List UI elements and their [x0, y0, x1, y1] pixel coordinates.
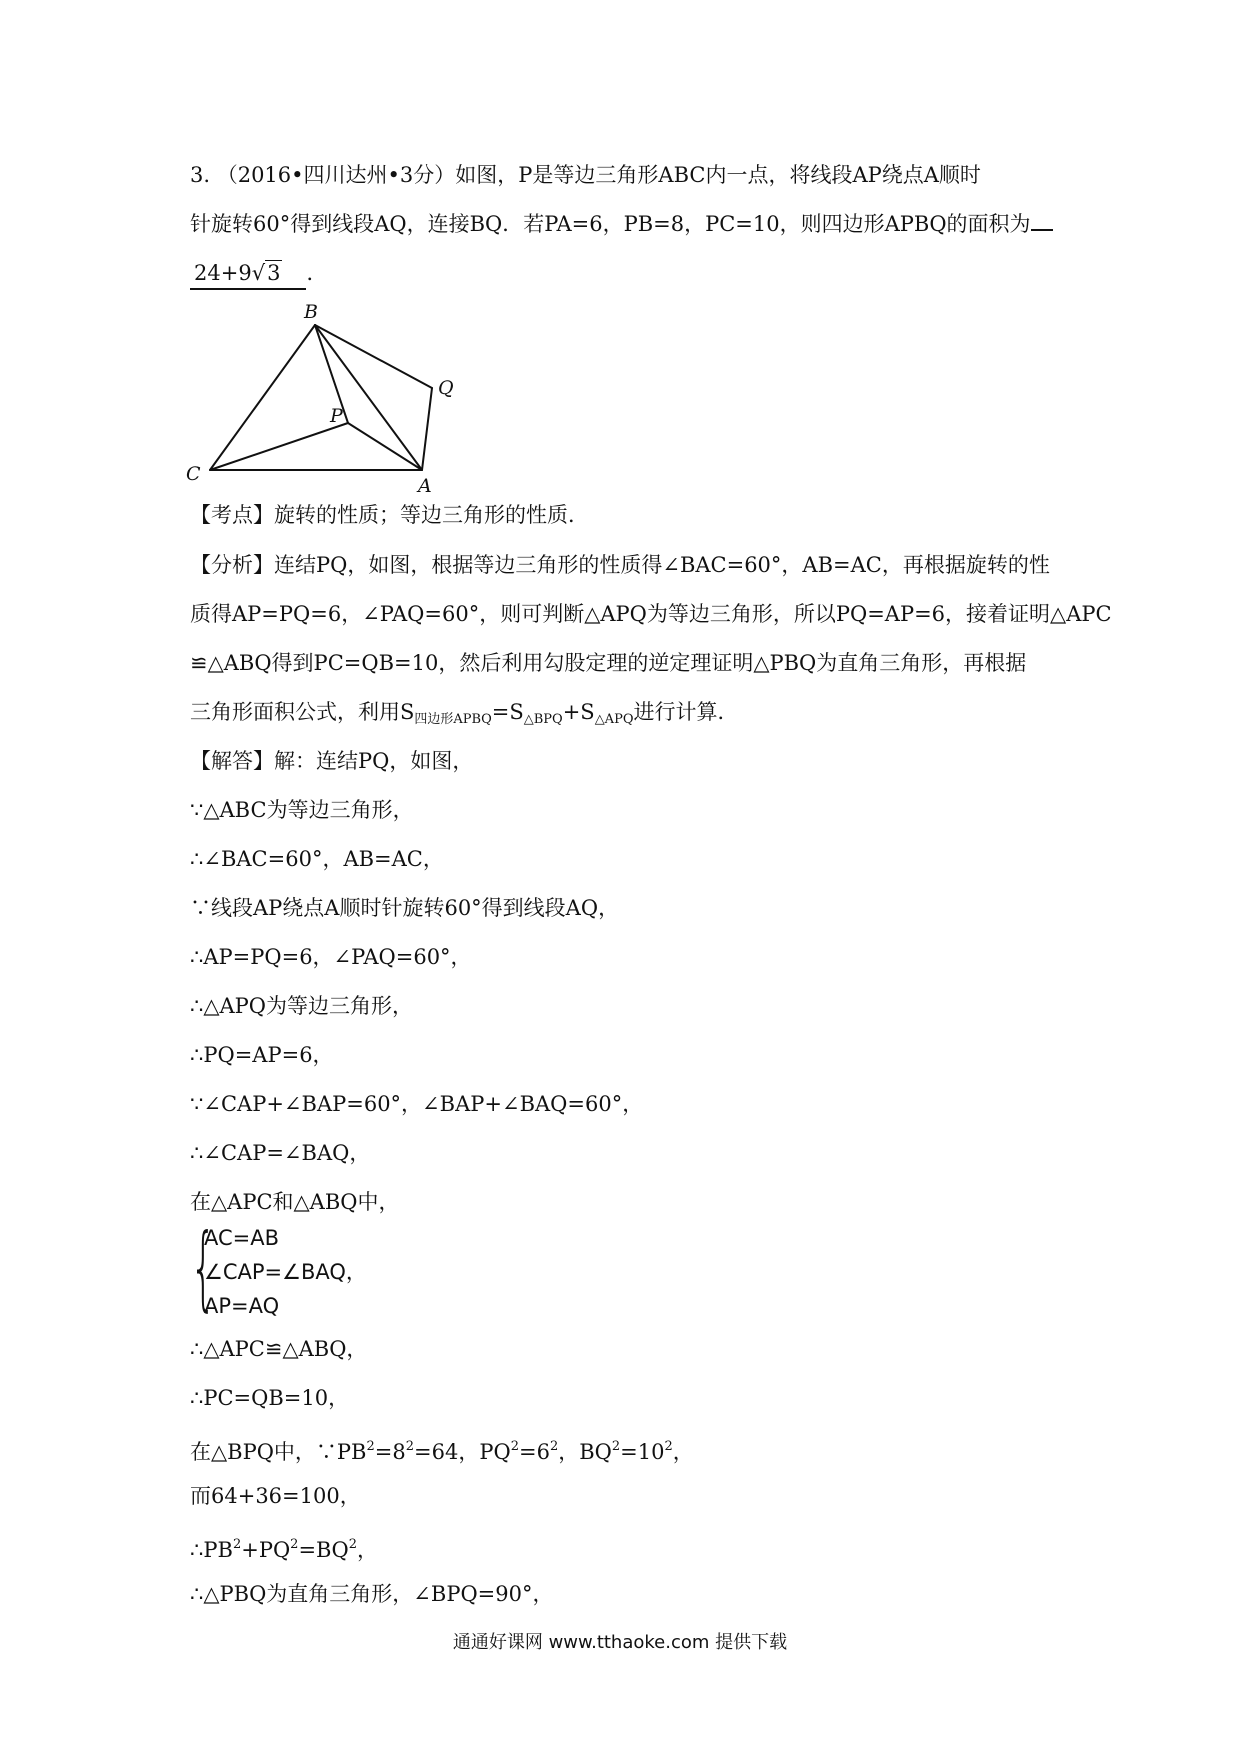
problem-line-1: 3. （2016•四川达州•3分）如图，P是等边三角形ABC内一点，将线段AP绕点A顺时 — [190, 163, 981, 187]
bpq-part: =10 — [620, 1440, 665, 1464]
geometry-figure — [180, 290, 480, 500]
pyth-sup: 2 — [232, 1537, 242, 1552]
sqrt-symbol: √3 — [251, 261, 281, 285]
bpq-sup: 2 — [611, 1439, 621, 1454]
solution-line: ∴AP=PQ=6，∠PAQ=60°， — [190, 945, 472, 969]
bpq-part: =64，PQ — [414, 1440, 511, 1464]
problem-line-2 — [190, 209, 1053, 239]
analysis-line-2: 质得AP=PQ=6，∠PAQ=60°，则可判断△APQ为等边三角形，所以PQ=AP=6，接着证明△APC — [190, 602, 1112, 626]
problem-line-2-text: 针旋转60°得到线段AQ，连接BQ．若PA=6，PB=8，PC=10，则四边形APBQ的面积为 — [190, 212, 1031, 236]
bpq-part: =8 — [374, 1440, 406, 1464]
label-C: C — [186, 463, 201, 485]
segment-CP — [210, 423, 348, 470]
solution-line: ∵∠CAP+∠BAP=60°，∠BAP+∠BAQ=60°， — [190, 1092, 644, 1116]
bpq-sup: 2 — [549, 1439, 559, 1454]
analysis-formula-eq: =S — [491, 700, 524, 724]
bpq-sup: 2 — [366, 1439, 375, 1454]
answer-end: ． — [306, 261, 328, 285]
pyth-part: ， — [356, 1538, 378, 1562]
solution-pyth-line — [190, 1530, 378, 1565]
analysis-sub-apq: △APQ — [594, 712, 634, 727]
solution-line: ∴∠BAC=60°，AB=AC， — [190, 847, 444, 871]
label-B: B — [304, 301, 318, 323]
bpq-part: ， — [672, 1440, 694, 1464]
segment-QA — [422, 388, 432, 470]
problem-answer-line — [190, 258, 327, 290]
bpq-part: =6 — [518, 1440, 550, 1464]
analysis-sub-apbq: 四边形APBQ — [414, 712, 492, 727]
analysis-formula-end: 进行计算． — [633, 700, 739, 724]
answer-blank-start — [1031, 209, 1053, 231]
bpq-sup: 2 — [510, 1439, 519, 1454]
system-row: AP=AQ — [204, 1294, 280, 1318]
segment-BC — [210, 325, 315, 470]
analysis-formula-s: 三角形面积公式，利用S — [190, 700, 415, 724]
solution-line: ∴△APQ为等边三角形， — [190, 994, 414, 1018]
answer-value — [190, 258, 306, 290]
pyth-sup: 2 — [348, 1537, 357, 1552]
congruence-system — [190, 1214, 430, 1322]
page-footer: 通通好课网 www.tthaoke.com 提供下载 — [452, 1632, 788, 1653]
analysis-line-4 — [190, 697, 738, 735]
analysis-sub-bpq: △BPQ — [523, 712, 563, 727]
solution-line: ∴PC=QB=10， — [190, 1386, 350, 1410]
solution-sum-line: 而64+36=100， — [190, 1484, 361, 1508]
bpq-part: 在△BPQ中，∵PB — [190, 1440, 367, 1464]
segment-PA — [348, 423, 422, 470]
label-P: P — [330, 405, 343, 427]
solution-bpq-line — [190, 1432, 694, 1467]
solution-last-line: ∴△PBQ为直角三角形，∠BPQ=90°， — [190, 1582, 554, 1606]
solution-line: ∴△APC≌△ABQ， — [190, 1337, 368, 1361]
solution-line: ∴∠CAP=∠BAQ， — [190, 1141, 371, 1165]
label-Q: Q — [438, 377, 454, 399]
answer-radicand: 3 — [267, 261, 281, 285]
solution-line: ∵线段AP绕点A顺时针旋转60°得到线段AQ， — [190, 896, 620, 920]
analysis-formula-plus: +S — [562, 700, 595, 724]
answer-prefix: 24+9 — [194, 261, 252, 285]
kaodian-line: 【考点】旋转的性质；等边三角形的性质． — [190, 503, 589, 527]
system-row: AC=AB — [204, 1226, 280, 1250]
label-A: A — [418, 475, 432, 497]
system-row: ∠CAP=∠BAQ， — [204, 1260, 367, 1284]
segment-BA — [315, 325, 422, 470]
solution-line: ∵△ABC为等边三角形， — [190, 798, 414, 822]
analysis-line-1: 【分析】连结PQ，如图，根据等边三角形的性质得∠BAC=60°，AB=AC，再根据旋转的性 — [190, 553, 1050, 577]
bpq-sup: 2 — [664, 1439, 673, 1454]
bpq-part: ，BQ — [558, 1440, 612, 1464]
pyth-part: =BQ — [298, 1538, 349, 1562]
analysis-line-3: ≌△ABQ得到PC=QB=10，然后利用勾股定理的逆定理证明△PBQ为直角三角形，再根据 — [190, 651, 1027, 675]
pyth-sup: 2 — [290, 1537, 299, 1552]
solution-line: 在△APC和△ABQ中， — [190, 1190, 400, 1214]
solution-line: 【解答】解：连结PQ，如图， — [190, 749, 474, 773]
pyth-part: ∴PB — [190, 1538, 233, 1562]
brace-icon: { — [190, 1214, 217, 1321]
pyth-part: +PQ — [241, 1538, 291, 1562]
solution-line: ∴PQ=AP=6， — [190, 1043, 334, 1067]
bpq-sup: 2 — [405, 1439, 415, 1454]
